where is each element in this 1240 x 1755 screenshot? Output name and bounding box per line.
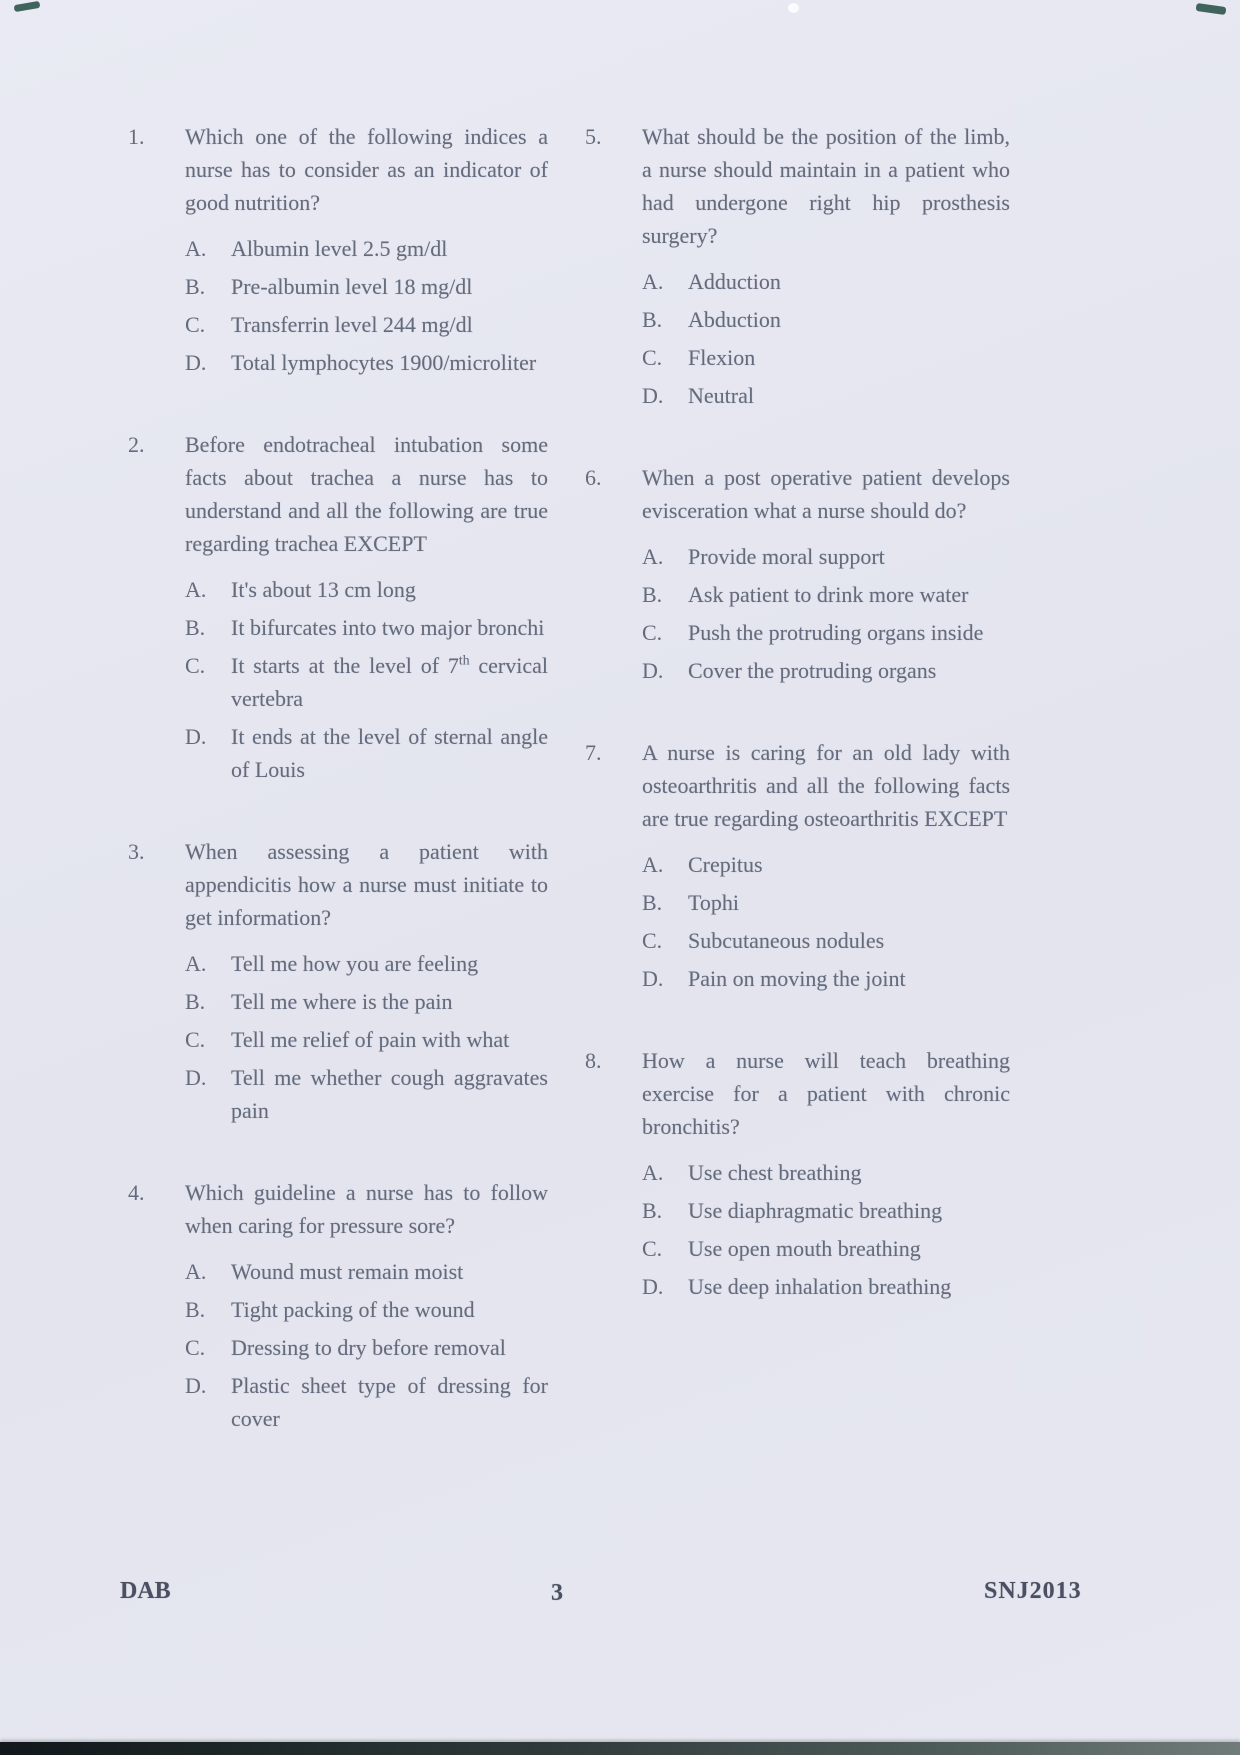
option-letter: A. (185, 951, 207, 976)
option-letter: B. (185, 274, 206, 299)
option-text: Abduction (688, 307, 781, 332)
option-letter: C. (185, 1027, 206, 1052)
option-row (185, 649, 548, 715)
option-row (642, 1270, 1010, 1303)
option-row (185, 1331, 548, 1364)
option-text: Flexion (688, 345, 756, 370)
question-text: When a post operative patient develops evisceration what a nurse should do? (642, 465, 1010, 523)
option-letter: D. (642, 383, 664, 408)
option-text: Tophi (688, 890, 740, 915)
option-row (642, 848, 1010, 881)
question-text: Which one of the following indices a nurse has to consider as an indicator of good nutrition? (185, 124, 548, 215)
ordinal-superscript: th (458, 652, 470, 668)
option-row (642, 616, 1010, 649)
option-letter: A. (642, 269, 664, 294)
option-text: Plastic sheet type of dressing for cover (231, 1373, 548, 1431)
question-2 (128, 428, 548, 786)
option-row (185, 1023, 548, 1056)
option-row (642, 540, 1010, 573)
question-number: 7. (585, 740, 602, 765)
options-list (185, 1255, 548, 1435)
option-text: Crepitus (688, 852, 763, 877)
option-letter: D. (185, 350, 207, 375)
option-row (642, 886, 1010, 919)
right-column (585, 120, 1010, 1484)
option-text: Dressing to dry before removal (231, 1335, 506, 1360)
option-letter: A. (642, 852, 664, 877)
options-list (185, 232, 548, 379)
option-letter: B. (185, 1297, 206, 1322)
footer-page-number: 3 (551, 1580, 563, 1606)
option-letter: A. (185, 577, 207, 602)
options-list (642, 265, 1010, 412)
option-text: Subcutaneous nodules (688, 928, 885, 953)
option-row (642, 654, 1010, 687)
options-list (185, 947, 548, 1127)
option-text: Transferrin level 244 mg/dl (231, 312, 473, 337)
question-text: A nurse is caring for an old lady with osteoarthritis and all the following facts are true regarding osteoarthritis EXCEPT (642, 740, 1010, 831)
left-column (128, 120, 548, 1484)
question-text: What should be the position of the limb, a nurse should maintain in a patient who had undergone right hip prosthesis surgery? (642, 124, 1010, 248)
option-row (642, 303, 1010, 336)
option-text: Total lymphocytes 1900/microliter (231, 350, 537, 375)
option-text: Wound must remain moist (231, 1259, 464, 1284)
option-letter: B. (642, 890, 663, 915)
option-text: Tight packing of the wound (231, 1297, 475, 1322)
option-row (642, 379, 1010, 412)
question-1 (128, 120, 548, 379)
option-text: Pain on moving the joint (688, 966, 906, 991)
question-6 (585, 461, 1010, 687)
scan-edge-bar (0, 1742, 1240, 1755)
option-letter: A. (642, 544, 664, 569)
question-number: 4. (128, 1180, 145, 1205)
option-letter: C. (185, 653, 206, 678)
option-letter: C. (642, 345, 663, 370)
question-number: 8. (585, 1048, 602, 1073)
option-text: Tell me whether cough aggravates pain (231, 1065, 548, 1123)
scan-artifact-top-left (14, 1, 41, 12)
option-text: Cover the protruding organs (688, 658, 937, 683)
option-letter: D. (642, 658, 664, 683)
option-text: It bifurcates into two major bronchi (231, 615, 545, 640)
option-text: It starts at the level of 7th cervical vertebra (231, 652, 549, 711)
option-letter: B. (642, 1198, 663, 1223)
option-text: Neutral (688, 383, 754, 408)
option-row (185, 1293, 548, 1326)
question-number: 1. (128, 124, 145, 149)
option-row (642, 924, 1010, 957)
question-number: 5. (585, 124, 602, 149)
option-text: Tell me where is the pain (231, 989, 453, 1014)
option-text: Use open mouth breathing (688, 1236, 921, 1261)
option-text: Tell me relief of pain with what (231, 1027, 510, 1052)
question-number: 6. (585, 465, 602, 490)
question-7 (585, 736, 1010, 995)
option-row (185, 1369, 548, 1435)
question-3 (128, 835, 548, 1127)
option-text: Push the protruding organs inside (688, 620, 984, 645)
option-row (185, 308, 548, 341)
question-text: Before endotracheal intubation some facts about trachea a nurse has to understand and all the following are true regarding trachea EXCEPT (185, 432, 548, 556)
option-row (185, 947, 548, 980)
option-row (185, 270, 548, 303)
option-letter: B. (185, 615, 206, 640)
question-text: How a nurse will teach breathing exercise for a patient with chronic bronchitis? (642, 1048, 1010, 1139)
option-letter: C. (185, 312, 206, 337)
question-number: 3. (128, 839, 145, 864)
option-letter: D. (185, 1065, 207, 1090)
option-row (185, 232, 548, 265)
option-row (185, 985, 548, 1018)
option-row (642, 578, 1010, 611)
option-text: Use diaphragmatic breathing (688, 1198, 943, 1223)
options-list (642, 848, 1010, 995)
option-row (185, 573, 548, 606)
option-text: Adduction (688, 269, 781, 294)
option-letter: A. (185, 1259, 207, 1284)
footer-booklet-code: DAB (120, 1578, 171, 1604)
option-letter: D. (185, 724, 207, 749)
option-row (185, 1061, 548, 1127)
question-8 (585, 1044, 1010, 1303)
option-row (642, 1194, 1010, 1227)
option-letter: B. (185, 989, 206, 1014)
option-row (185, 1255, 548, 1288)
options-list (642, 540, 1010, 687)
option-letter: B. (642, 582, 663, 607)
question-columns (128, 120, 1010, 1484)
option-text: Provide moral support (688, 544, 885, 569)
option-letter: C. (642, 1236, 663, 1261)
option-text: Use chest breathing (688, 1160, 862, 1185)
option-text: It's about 13 cm long (231, 577, 416, 602)
question-text: Which guideline a nurse has to follow when caring for pressure sore? (185, 1180, 548, 1238)
option-row (642, 1156, 1010, 1189)
option-letter: A. (642, 1160, 664, 1185)
option-letter: C. (642, 620, 663, 645)
question-text: When assessing a patient with appendicitis how a nurse must initiate to get information? (185, 839, 548, 930)
option-text: Tell me how you are feeling (231, 951, 479, 976)
option-row (185, 346, 548, 379)
option-row (642, 962, 1010, 995)
question-number: 2. (128, 432, 145, 457)
option-text: Ask patient to drink more water (688, 582, 969, 607)
scan-artifact-top-right (1196, 3, 1227, 15)
option-row (642, 341, 1010, 374)
option-letter: B. (642, 307, 663, 332)
option-text: It ends at the level of sternal angle of Louis (231, 724, 548, 782)
option-letter: D. (185, 1373, 207, 1398)
option-row (642, 265, 1010, 298)
option-row (642, 1232, 1010, 1265)
option-text: Use deep inhalation breathing (688, 1274, 952, 1299)
option-row (185, 611, 548, 644)
question-4 (128, 1176, 548, 1435)
scan-artifact-top-center (788, 3, 799, 13)
option-letter: C. (185, 1335, 206, 1360)
option-letter: A. (185, 236, 207, 261)
option-text: Albumin level 2.5 gm/dl (231, 236, 448, 261)
option-letter: D. (642, 966, 664, 991)
options-list (642, 1156, 1010, 1303)
options-list (185, 573, 548, 786)
question-5 (585, 120, 1010, 412)
footer-paper-code: SNJ2013 (984, 1578, 1082, 1604)
option-text: Pre-albumin level 18 mg/dl (231, 274, 473, 299)
option-letter: D. (642, 1274, 664, 1299)
option-letter: C. (642, 928, 663, 953)
option-row (185, 720, 548, 786)
